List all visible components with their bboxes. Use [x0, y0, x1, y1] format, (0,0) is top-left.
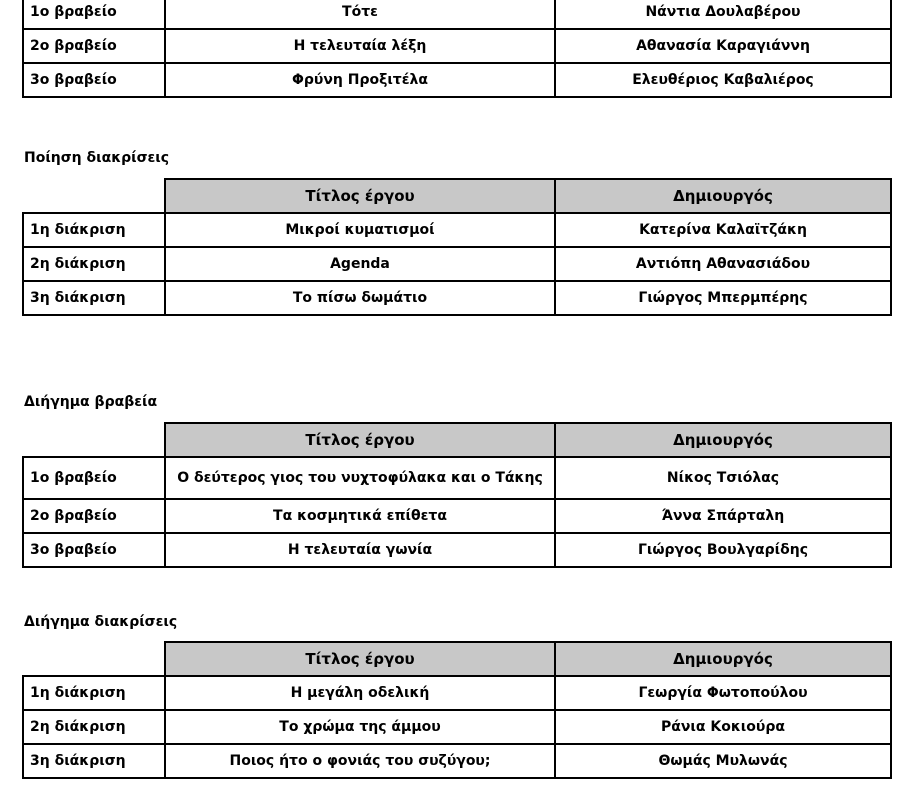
work-title: Agenda — [165, 247, 555, 281]
work-title: Η μεγάλη οδελική — [165, 676, 555, 710]
work-title: Τα κοσμητικά επίθετα — [165, 499, 555, 533]
award-label: 1ο βραβείο — [23, 0, 165, 29]
table-header-row — [23, 423, 891, 457]
creator-name: Αθανασία Καραγιάννη — [555, 29, 891, 63]
award-label: 2η διάκριση — [23, 710, 165, 744]
creator-name: Γιώργος Μπερμπέρης — [555, 281, 891, 315]
work-title: Ο δεύτερος γιος του νυχτοφύλακα και ο Τάκης — [165, 457, 555, 499]
header-spacer — [23, 423, 165, 457]
work-title: Η τελευταία λέξη — [165, 29, 555, 63]
award-label: 2ο βραβείο — [23, 29, 165, 63]
header-spacer — [23, 642, 165, 676]
table-row — [23, 281, 891, 315]
creator-name: Γεωργία Φωτοπούλου — [555, 676, 891, 710]
table-row — [23, 710, 891, 744]
award-label: 3ο βραβείο — [23, 533, 165, 567]
section-title: Διήγημα βραβεία — [24, 394, 158, 410]
table-row — [23, 533, 891, 567]
creator-name: Νάντια Δουλαβέρου — [555, 0, 891, 29]
column-header-title: Τίτλος έργου — [165, 179, 555, 213]
creator-name: Νίκος Τσιόλας — [555, 457, 891, 499]
table-row — [23, 63, 891, 97]
work-title: Μικροί κυματισμοί — [165, 213, 555, 247]
work-title: Φρύνη Προξιτέλα — [165, 63, 555, 97]
header-spacer — [23, 179, 165, 213]
creator-name: Θωμάς Μυλωνάς — [555, 744, 891, 778]
column-header-title: Τίτλος έργου — [165, 423, 555, 457]
award-label: 2η διάκριση — [23, 247, 165, 281]
award-label: 3η διάκριση — [23, 281, 165, 315]
creator-name: Άννα Σπάρταλη — [555, 499, 891, 533]
section-title: Ποίηση διακρίσεις — [24, 150, 170, 166]
table-row — [23, 744, 891, 778]
column-header-title: Τίτλος έργου — [165, 642, 555, 676]
column-header-creator: Δημιουργός — [555, 423, 891, 457]
table-header-row — [23, 642, 891, 676]
awards-table — [22, 0, 892, 98]
award-label: 1ο βραβείο — [23, 457, 165, 499]
table-row — [23, 29, 891, 63]
work-title: Ποιος ήτο ο φονιάς του συζύγου; — [165, 744, 555, 778]
creator-name: Ελευθέριος Καβαλιέρος — [555, 63, 891, 97]
award-label: 3ο βραβείο — [23, 63, 165, 97]
table-row — [23, 0, 891, 29]
creator-name: Ράνια Κοκιούρα — [555, 710, 891, 744]
work-title: Η τελευταία γωνία — [165, 533, 555, 567]
column-header-creator: Δημιουργός — [555, 642, 891, 676]
creator-name: Γιώργος Βουλγαρίδης — [555, 533, 891, 567]
awards-table — [22, 178, 892, 316]
award-label: 3η διάκριση — [23, 744, 165, 778]
work-title: Τότε — [165, 0, 555, 29]
work-title: Το πίσω δωμάτιο — [165, 281, 555, 315]
table-row — [23, 457, 891, 499]
work-title: Το χρώμα της άμμου — [165, 710, 555, 744]
section-title: Διήγημα διακρίσεις — [24, 614, 178, 630]
creator-name: Αντιόπη Αθανασιάδου — [555, 247, 891, 281]
table-row — [23, 213, 891, 247]
table-row — [23, 676, 891, 710]
awards-table — [22, 641, 892, 779]
table-header-row — [23, 179, 891, 213]
creator-name: Κατερίνα Καλαϊτζάκη — [555, 213, 891, 247]
column-header-creator: Δημιουργός — [555, 179, 891, 213]
awards-table — [22, 422, 892, 568]
table-row — [23, 247, 891, 281]
award-label: 1η διάκριση — [23, 676, 165, 710]
award-label: 2ο βραβείο — [23, 499, 165, 533]
table-row — [23, 499, 891, 533]
award-label: 1η διάκριση — [23, 213, 165, 247]
